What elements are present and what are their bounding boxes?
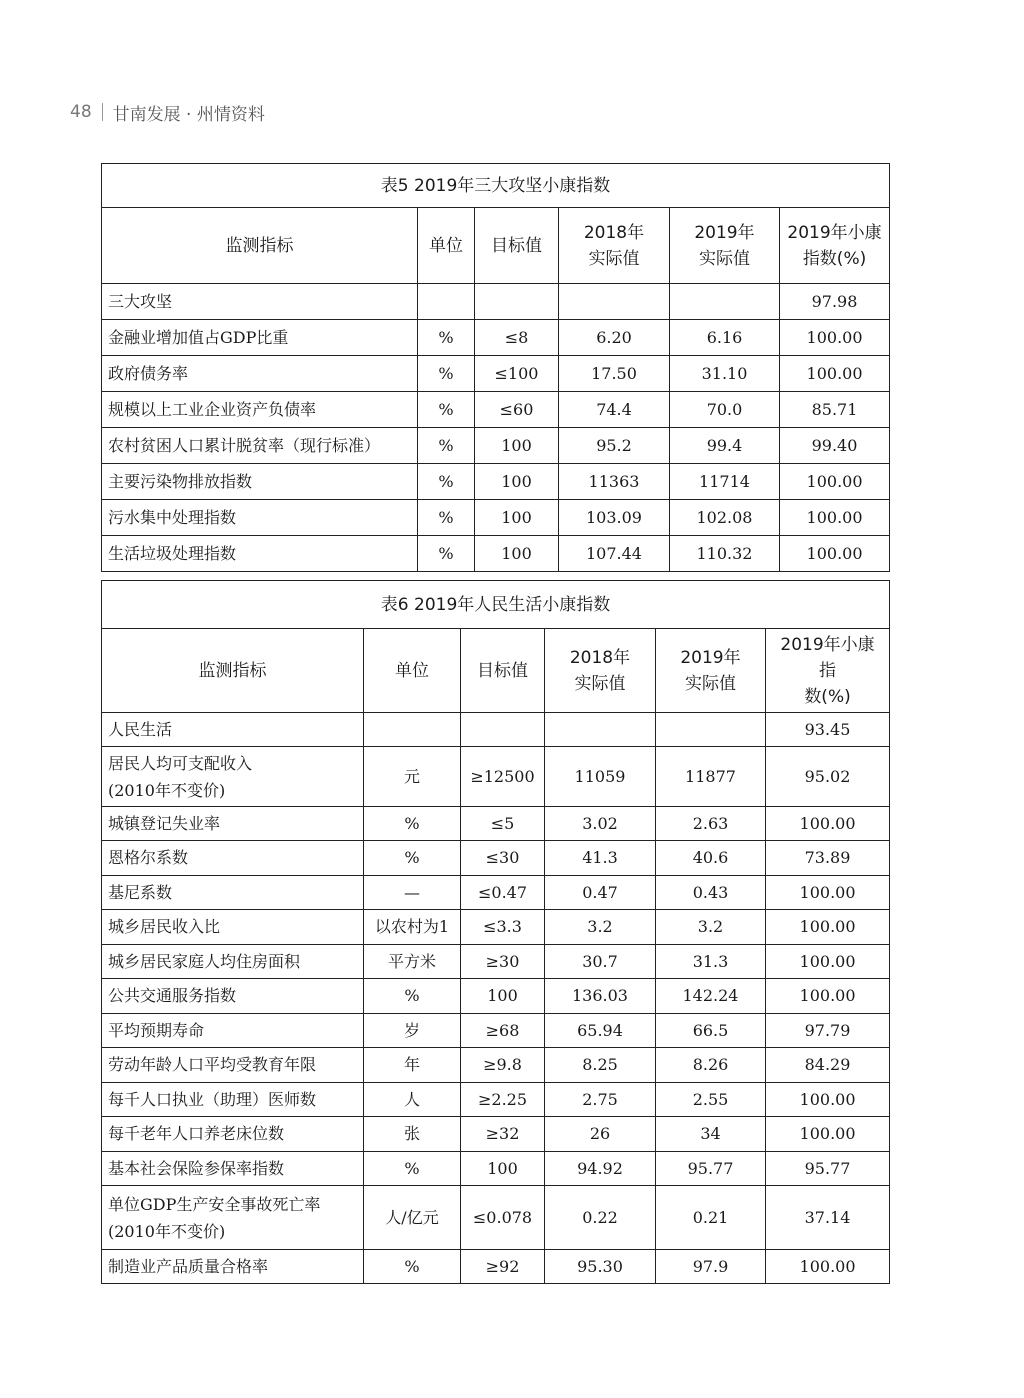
table-row bbox=[102, 876, 890, 910]
target-cell: ≤0.47 bbox=[461, 876, 545, 910]
indicator-name-cell: 每千人口执业（助理）医师数 bbox=[102, 1083, 364, 1117]
target-cell: 100 bbox=[475, 500, 559, 536]
book-title: 甘南发展 · 州情资料 bbox=[112, 104, 265, 125]
actual-2018-cell: 0.47 bbox=[545, 876, 656, 910]
actual-2019-cell: 102.08 bbox=[670, 500, 780, 536]
actual-2019-cell: 142.24 bbox=[656, 979, 766, 1014]
target-cell bbox=[475, 284, 559, 320]
index-cell: 95.77 bbox=[766, 1152, 890, 1186]
table-row bbox=[102, 1083, 890, 1117]
col-header-indicator: 监测指标 bbox=[102, 208, 418, 284]
unit-cell: 张 bbox=[364, 1117, 461, 1152]
col-header-indicator: 监测指标 bbox=[102, 629, 364, 713]
index-cell: 100.00 bbox=[780, 356, 890, 392]
unit-cell: 年 bbox=[364, 1048, 461, 1083]
indicator-name-cell: 制造业产品质量合格率 bbox=[102, 1250, 364, 1284]
table-row bbox=[102, 464, 890, 500]
indicator-name-cell: 基尼系数 bbox=[102, 876, 364, 910]
unit-cell: % bbox=[364, 979, 461, 1014]
actual-2018-cell: 26 bbox=[545, 1117, 656, 1152]
indicator-name-cell: 平均预期寿命 bbox=[102, 1014, 364, 1048]
target-cell: 100 bbox=[475, 464, 559, 500]
index-cell: 100.00 bbox=[780, 536, 890, 572]
index-cell: 100.00 bbox=[766, 910, 890, 945]
actual-2019-cell: 6.16 bbox=[670, 320, 780, 356]
actual-2019-cell: 31.3 bbox=[656, 945, 766, 979]
unit-cell: % bbox=[418, 428, 475, 464]
index-cell: 84.29 bbox=[766, 1048, 890, 1083]
target-cell: ≤3.3 bbox=[461, 910, 545, 945]
actual-2018-cell: 74.4 bbox=[559, 392, 670, 428]
page-number: 48 bbox=[70, 102, 92, 122]
actual-2019-cell: 3.2 bbox=[656, 910, 766, 945]
header-divider bbox=[102, 103, 103, 121]
actual-2018-cell: 95.30 bbox=[545, 1250, 656, 1284]
col-header-unit: 单位 bbox=[364, 629, 461, 713]
index-cell: 99.40 bbox=[780, 428, 890, 464]
unit-cell: 岁 bbox=[364, 1014, 461, 1048]
target-cell: ≤0.078 bbox=[461, 1186, 545, 1250]
target-cell: ≤100 bbox=[475, 356, 559, 392]
actual-2018-cell: 17.50 bbox=[559, 356, 670, 392]
actual-2019-cell: 97.9 bbox=[656, 1250, 766, 1284]
actual-2018-cell: 107.44 bbox=[559, 536, 670, 572]
actual-2019-cell: 34 bbox=[656, 1117, 766, 1152]
target-cell bbox=[461, 713, 545, 747]
target-cell: ≥68 bbox=[461, 1014, 545, 1048]
table-row bbox=[102, 284, 890, 320]
target-cell: ≤30 bbox=[461, 841, 545, 876]
table-row bbox=[102, 841, 890, 876]
actual-2018-cell: 41.3 bbox=[545, 841, 656, 876]
table-row bbox=[102, 500, 890, 536]
indicator-name-cell: 城乡居民收入比 bbox=[102, 910, 364, 945]
indicator-name-cell: 基本社会保险参保率指数 bbox=[102, 1152, 364, 1186]
indicator-name-cell: 金融业增加值占GDP比重 bbox=[102, 320, 418, 356]
target-cell: 100 bbox=[475, 428, 559, 464]
col-header-actual-2019: 2019年 实际值 bbox=[656, 629, 766, 713]
target-cell: 100 bbox=[475, 536, 559, 572]
table-6 bbox=[101, 580, 890, 1284]
actual-2018-cell: 3.2 bbox=[545, 910, 656, 945]
table-row bbox=[102, 910, 890, 945]
col-header-target: 目标值 bbox=[475, 208, 559, 284]
index-cell: 100.00 bbox=[766, 945, 890, 979]
unit-cell: 元 bbox=[364, 747, 461, 807]
actual-2019-cell: 110.32 bbox=[670, 536, 780, 572]
unit-cell: % bbox=[418, 464, 475, 500]
table-row bbox=[102, 356, 890, 392]
table-row bbox=[102, 807, 890, 841]
actual-2018-cell bbox=[559, 284, 670, 320]
indicator-name-cell: 恩格尔系数 bbox=[102, 841, 364, 876]
table-5 bbox=[101, 163, 890, 572]
actual-2019-cell: 2.63 bbox=[656, 807, 766, 841]
col-header-unit: 单位 bbox=[418, 208, 475, 284]
unit-cell: % bbox=[418, 356, 475, 392]
actual-2018-cell: 94.92 bbox=[545, 1152, 656, 1186]
unit-cell bbox=[418, 284, 475, 320]
indicator-name-cell: 公共交通服务指数 bbox=[102, 979, 364, 1014]
actual-2019-cell: 66.5 bbox=[656, 1014, 766, 1048]
indicator-name-cell: 每千老年人口养老床位数 bbox=[102, 1117, 364, 1152]
actual-2018-cell: 2.75 bbox=[545, 1083, 656, 1117]
actual-2018-cell: 8.25 bbox=[545, 1048, 656, 1083]
actual-2019-cell: 11877 bbox=[656, 747, 766, 807]
table-row bbox=[102, 1186, 890, 1250]
actual-2019-cell: 11714 bbox=[670, 464, 780, 500]
actual-2018-cell: 95.2 bbox=[559, 428, 670, 464]
table-row bbox=[102, 1250, 890, 1284]
index-cell: 93.45 bbox=[766, 713, 890, 747]
col-header-actual-2018: 2018年 实际值 bbox=[545, 629, 656, 713]
table-row bbox=[102, 536, 890, 572]
table-row bbox=[102, 945, 890, 979]
unit-cell: % bbox=[364, 1152, 461, 1186]
actual-2018-cell: 30.7 bbox=[545, 945, 656, 979]
actual-2019-cell: 8.26 bbox=[656, 1048, 766, 1083]
unit-cell: % bbox=[418, 320, 475, 356]
actual-2019-cell: 2.55 bbox=[656, 1083, 766, 1117]
target-cell: ≥32 bbox=[461, 1117, 545, 1152]
table-row bbox=[102, 428, 890, 464]
target-cell: ≥9.8 bbox=[461, 1048, 545, 1083]
target-cell: ≥30 bbox=[461, 945, 545, 979]
index-cell: 73.89 bbox=[766, 841, 890, 876]
actual-2019-cell: 0.21 bbox=[656, 1186, 766, 1250]
index-cell: 37.14 bbox=[766, 1186, 890, 1250]
table-caption: 表6 2019年人民生活小康指数 bbox=[102, 581, 890, 629]
actual-2018-cell: 0.22 bbox=[545, 1186, 656, 1250]
actual-2018-cell: 103.09 bbox=[559, 500, 670, 536]
target-cell: ≥2.25 bbox=[461, 1083, 545, 1117]
index-cell: 97.79 bbox=[766, 1014, 890, 1048]
page-header bbox=[70, 100, 265, 124]
unit-cell: % bbox=[418, 392, 475, 428]
actual-2018-cell: 11363 bbox=[559, 464, 670, 500]
indicator-name-cell: 三大攻坚 bbox=[102, 284, 418, 320]
indicator-name-cell: 生活垃圾处理指数 bbox=[102, 536, 418, 572]
indicator-name-cell: 城镇登记失业率 bbox=[102, 807, 364, 841]
index-cell: 100.00 bbox=[766, 1117, 890, 1152]
actual-2018-cell: 6.20 bbox=[559, 320, 670, 356]
actual-2019-cell: 31.10 bbox=[670, 356, 780, 392]
actual-2018-cell: 3.02 bbox=[545, 807, 656, 841]
table-row bbox=[102, 320, 890, 356]
actual-2019-cell: 40.6 bbox=[656, 841, 766, 876]
table-row bbox=[102, 713, 890, 747]
index-cell: 100.00 bbox=[766, 876, 890, 910]
table-row bbox=[102, 1014, 890, 1048]
target-cell: 100 bbox=[461, 1152, 545, 1186]
index-cell: 100.00 bbox=[766, 807, 890, 841]
actual-2019-cell: 99.4 bbox=[670, 428, 780, 464]
unit-cell: % bbox=[364, 1250, 461, 1284]
index-cell: 100.00 bbox=[766, 1083, 890, 1117]
indicator-name-cell: 单位GDP生产安全事故死亡率 (2010年不变价) bbox=[102, 1186, 364, 1250]
unit-cell: 人/亿元 bbox=[364, 1186, 461, 1250]
index-cell: 100.00 bbox=[766, 1250, 890, 1284]
col-header-actual-2018: 2018年 实际值 bbox=[559, 208, 670, 284]
table-row bbox=[102, 979, 890, 1014]
indicator-name-cell: 规模以上工业企业资产负债率 bbox=[102, 392, 418, 428]
actual-2018-cell: 65.94 bbox=[545, 1014, 656, 1048]
target-cell: ≥12500 bbox=[461, 747, 545, 807]
unit-cell: 以农村为1 bbox=[364, 910, 461, 945]
unit-cell: % bbox=[418, 500, 475, 536]
actual-2018-cell bbox=[545, 713, 656, 747]
indicator-name-cell: 劳动年龄人口平均受教育年限 bbox=[102, 1048, 364, 1083]
index-cell: 100.00 bbox=[780, 320, 890, 356]
unit-cell: 人 bbox=[364, 1083, 461, 1117]
indicator-name-cell: 政府债务率 bbox=[102, 356, 418, 392]
target-cell: 100 bbox=[461, 979, 545, 1014]
unit-cell: 平方米 bbox=[364, 945, 461, 979]
target-cell: ≤8 bbox=[475, 320, 559, 356]
index-cell: 100.00 bbox=[780, 464, 890, 500]
actual-2019-cell: 0.43 bbox=[656, 876, 766, 910]
col-header-index-2019: 2019年小康 指数(%) bbox=[780, 208, 890, 284]
table-row bbox=[102, 392, 890, 428]
indicator-name-cell: 居民人均可支配收入 (2010年不变价) bbox=[102, 747, 364, 807]
actual-2019-cell: 95.77 bbox=[656, 1152, 766, 1186]
index-cell: 85.71 bbox=[780, 392, 890, 428]
actual-2018-cell: 136.03 bbox=[545, 979, 656, 1014]
target-cell: ≥92 bbox=[461, 1250, 545, 1284]
unit-cell: % bbox=[364, 807, 461, 841]
table-caption: 表5 2019年三大攻坚小康指数 bbox=[102, 164, 890, 208]
table-row bbox=[102, 1117, 890, 1152]
indicator-name-cell: 农村贫困人口累计脱贫率（现行标准） bbox=[102, 428, 418, 464]
indicator-name-cell: 主要污染物排放指数 bbox=[102, 464, 418, 500]
actual-2019-cell bbox=[670, 284, 780, 320]
unit-cell bbox=[364, 713, 461, 747]
target-cell: ≤5 bbox=[461, 807, 545, 841]
indicator-name-cell: 城乡居民家庭人均住房面积 bbox=[102, 945, 364, 979]
col-header-target: 目标值 bbox=[461, 629, 545, 713]
actual-2019-cell: 70.0 bbox=[670, 392, 780, 428]
actual-2018-cell: 11059 bbox=[545, 747, 656, 807]
unit-cell: — bbox=[364, 876, 461, 910]
table-row bbox=[102, 1048, 890, 1083]
table-row bbox=[102, 747, 890, 807]
col-header-actual-2019: 2019年 实际值 bbox=[670, 208, 780, 284]
indicator-name-cell: 污水集中处理指数 bbox=[102, 500, 418, 536]
index-cell: 100.00 bbox=[766, 979, 890, 1014]
unit-cell: % bbox=[418, 536, 475, 572]
actual-2019-cell bbox=[656, 713, 766, 747]
target-cell: ≤60 bbox=[475, 392, 559, 428]
index-cell: 100.00 bbox=[780, 500, 890, 536]
index-cell: 97.98 bbox=[780, 284, 890, 320]
col-header-index-2019: 2019年小康指 数(%) bbox=[766, 629, 890, 713]
table-row bbox=[102, 1152, 890, 1186]
index-cell: 95.02 bbox=[766, 747, 890, 807]
unit-cell: % bbox=[364, 841, 461, 876]
indicator-name-cell: 人民生活 bbox=[102, 713, 364, 747]
